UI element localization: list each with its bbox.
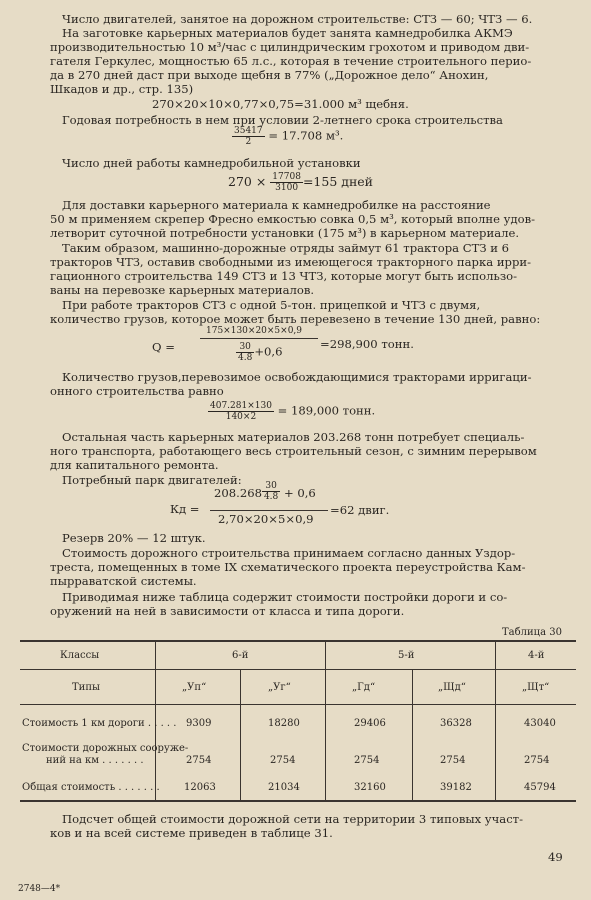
table-header-class-5: 5-й [398,650,415,661]
table-cell: 2754 [270,755,296,766]
table-cell: 36328 [440,718,472,729]
text-line: 50 м применяем скрепер Фресно емкостью совка 0,5 м³, который вполне удов- [50,212,536,226]
table-cell: 43040 [524,718,556,729]
text-line: количество грузов, которое может быть перевезено в течение 130 дней, равно: [50,312,541,326]
table-header-classes: Классы [60,650,100,661]
formula-q-top: 175×130×20×5×0,9 [206,326,303,336]
formula-q-denominator: $\frac{30}{4.8}$ +0,6 [238,342,283,363]
text-line: да в 270 дней даст при выходе щебня в 77% („Дорожное дело“ Анохин, [50,68,489,82]
text-line: онного строительства равно [50,384,224,398]
table-row-label-cont: ний на км . . . . . . . [46,755,144,766]
text-line: гационного строительства 149 СТЗ и 13 ЧТЗ, которые могут быть использо- [50,269,518,283]
text-line: Резерв 20% — 12 штук. [62,531,206,545]
table-header-types: Типы [72,682,100,693]
fraction-bar [210,510,328,511]
footer-code: 2748—4* [18,884,61,894]
table-caption: Таблица 30 [502,627,562,638]
formula-kd-result: =62 двиг. [330,503,390,517]
formula-annual-need: $\frac{35417}{2}$ = 17.708 м³. [234,126,344,147]
text-line: ков и на всей системе приведен в таблице 31. [50,826,333,840]
table-cell: 21034 [268,782,300,793]
table-header-class-4: 4-й [528,650,545,661]
table-vrule [495,641,496,801]
table-type-5: „Щт“ [522,682,550,693]
fraction-bar [200,338,318,339]
table-type-4: „Щд“ [438,682,466,693]
table-header-divider [20,669,576,670]
table-cell: 29406 [354,718,386,729]
table-row-label: Общая стоимость . . . . . . . [22,782,160,793]
text-line: Подсчет общей стоимости дорожной сети на территории 3 типовых участ- [62,812,524,826]
text-line: Потребный парк двигателей: [62,473,242,487]
table-vrule [240,670,241,801]
table-type-1: „Уп“ [182,682,207,693]
text-line: гателя Геркулес, мощностью 65 л.с., которая в течение строительного перио- [50,54,532,68]
table-vrule [325,641,326,801]
formula-crushed-stone: 270×20×10×0,77×0,75=31.000 м³ щебня. [152,97,409,111]
text-line: Для доставки карьерного материала к камнедробилке на расстояние [62,198,491,212]
text-line: Остальная часть карьерных материалов 203.268 тонн потребует специаль- [62,430,525,444]
table-cell: 9309 [186,718,212,729]
table-vrule [412,670,413,801]
text-line: Шкадов и др., стр. 135) [50,82,194,96]
table-row-label: Стоимости дорожных сооруже- [22,743,189,754]
text-line: пырраватской системы. [50,574,197,588]
text-line: Приводимая ниже таблица содержит стоимости постройки дороги и со- [62,590,508,604]
table-type-3: „Гд“ [352,682,376,693]
text-line: На заготовке карьерных материалов будет занята камнедробилка АКМЭ [62,26,513,40]
formula-work-days: 270 × $\frac{17708}{3100}$ =155 дней [228,172,373,193]
text-line: оружений на ней в зависимости от класса и типа дороги. [50,604,405,618]
table-cell: 2754 [524,755,550,766]
text-line: производительностью 10 м³/час с цилиндрическим грохотом и приводом дви- [50,40,530,54]
text-line: При работе тракторов СТЗ с одной 5-тон. прицепкой и ЧТЗ с двумя, [62,298,481,312]
text-line: Количество грузов,перевозимое освобождающимися тракторами ирригаци- [62,370,532,384]
text-line: для капитального ремонта. [50,458,219,472]
text-line: летворит суточной потребности установки (175 м³) в карьерном материале. [50,226,520,240]
formula-q-label: Q = [152,340,175,354]
table-cell: 32160 [354,782,386,793]
text-line: Стоимость дорожного строительства принимаем согласно данных Уздор- [62,546,516,560]
table-cell: 2754 [354,755,380,766]
formula-q-result: =298,900 тонн. [320,337,414,351]
table-cell: 18280 [268,718,300,729]
table-cell: 39182 [440,782,472,793]
text-line: Таким образом, машинно-дорожные отряды займут 61 трактора СТЗ и 6 [62,241,510,255]
table-cell: 2754 [440,755,466,766]
table-type-2: „Уг“ [268,682,291,693]
text-line: треста, помещенных в томе IX схематического проекта переустройства Кам- [50,560,526,574]
formula-freed-tractors: $\frac{407.281\times 130}{140\times 2}$ = 189,000 тонн. [210,401,376,422]
table-bottom-rule [20,800,576,802]
table-row-label: Стоимость 1 км дороги . . . . . [22,718,177,729]
text-line: Число двигателей, занятое на дорожном строительстве: СТЗ — 60; ЧТЗ — 6. [62,12,533,26]
formula-kd-denominator: 2,70×20×5×0,9 [218,512,314,526]
table-header-class-6: 6-й [232,650,249,661]
page-number: 49 [548,850,563,864]
text-line: ного транспорта, работающего весь строительный сезон, с зимним перерывом [50,444,537,458]
formula-kd-label: Кд = [170,502,200,516]
table-cell: 45794 [524,782,556,793]
formula-kd-numerator: 208.268 $\frac{30}{4.8}$ + 0,6 [214,480,316,502]
table-top-rule [20,640,576,642]
text-line: ваны на перевозке карьерных материалов. [50,283,315,297]
table-cell: 12063 [184,782,216,793]
text-line: Число дней работы камнедробильной установки [62,156,361,170]
table-cell: 2754 [186,755,212,766]
text-line: Годовая потребность в нем при условии 2-летнего срока строительства [62,113,503,127]
table-header-bottom-rule [20,704,576,705]
text-line: тракторов ЧТЗ, оставив свободными из имеющегося тракторного парка ирри- [50,255,532,269]
